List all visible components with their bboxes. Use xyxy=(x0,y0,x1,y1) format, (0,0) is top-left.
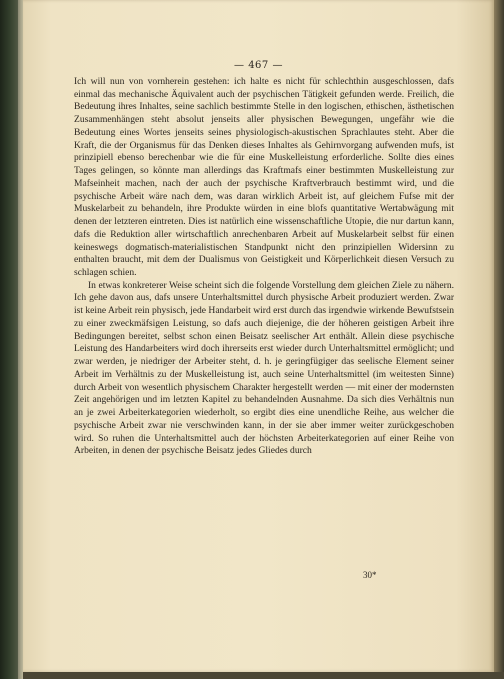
page-edge xyxy=(494,0,504,679)
page-number: — 467 — xyxy=(234,60,283,71)
signature-mark: 30* xyxy=(363,570,377,580)
body-text xyxy=(74,76,454,458)
book-page xyxy=(23,0,494,672)
paragraph: In etwas konkreterer Weise scheint sich die folgende Vorstellung dem gleichen Ziele zu nähern. Ich gehe davon aus, dafs unsere Unterhaltsmittel durch physische Arbeit produziert werden. Zwar ist keine Arbeit rein physisch, jede Handarbeit wird erst durch das irgendwie wirkende Bewufstsein zu einer zweckmäfsigen Leistung, so dafs auch diejenige, die der höheren geistigen Arbeit ihre Bedingungen bereitet, selbst schon einen Beisatz seelischer Art enthält. Allein diese psychische Leistung des Handarbeiters wird doch ihrerseits erst wieder durch Unterhaltsmittel ermöglicht; und zwar werden, je niedriger der Arbeiter steht, d. h. je geringfügiger das seelische Element seiner Arbeit im Verhältnis zu der Muskelleistung ist, auch seine Unterhaltsmittel (im weitesten Sinne) durch Arbeit von wesentlich physischem Charakter hergestellt werden — mit einer der modernsten Zeit angehörigen und im letzten Kapitel zu behandelnden Ausnahme. Da sich dies Verhältnis nun an je zwei Arbeiterkategorien wiederholt, so ergibt dies eine unendliche Reihe, aus welcher die psychische Arbeit zwar nie verschwinden kann, in der sie aber immer weiter zurückgeschoben wird. So ruhen die Unterhaltsmittel auch der höchsten Arbeiterkategorien auf einer Reihe von Arbeiten, in denen der psychische Beisatz jedes Gliedes durch xyxy=(74,279,455,457)
paragraph: Ich will nun von vornherein gestehen: ich halte es nicht für schlechthin ausgeschlossen, dafs einmal das mechanische Äquivalent auch der psychischen Tätigkeit gefunden werde. Freilich, die Bedeutung ihres Inhaltes, seine sachlich bestimmte Stelle in den logischen, ethischen, ästhetischen Zusammenhängen steht absolut jenseits aller physischen Bewegungen, ungefähr wie die Bedeutung eines Wortes jenseits seines physiologisch-akustischen Sprachlautes steht. Aber die Kraft, die der Organismus für das Denken dieses Inhaltes als Gehirnvorgang aufwenden mufs, ist prinzipiell ebenso berechenbar wie die für eine Muskelleistung erforderliche. Sollte dies eines Tages gelingen, so könnte man allerdings das Kraftmafs einer bestimmten Muskelleistung zur Mafseinheit machen, nach der auch der psychische Kraftverbrauch bestimmt wird, und die psychische Arbeit wäre nach dem, was daran wirklich Arbeit ist, auf gleichem Fufse mit der Muskelarbeit zu behandeln, ihre Produkte würden in eine blofs quantitative Wertabwägung mit denen der letzteren eintreten. Dies ist natürlich eine wissenschaftliche Utopie, die nur dartun kann, dafs die Reduktion aller wirtschaftlich anrechenbaren Arbeit auf Muskelarbeit selbst für einen keineswegs dogmatisch-materialistischen Standpunkt nicht den prinzipiellen Widersinn zu enthalten braucht, mit dem der Dualismus von Geistigkeit und Körperlichkeit diesen Versuch zu schlagen schien. xyxy=(74,76,454,279)
page-bottom-edge xyxy=(23,672,504,679)
